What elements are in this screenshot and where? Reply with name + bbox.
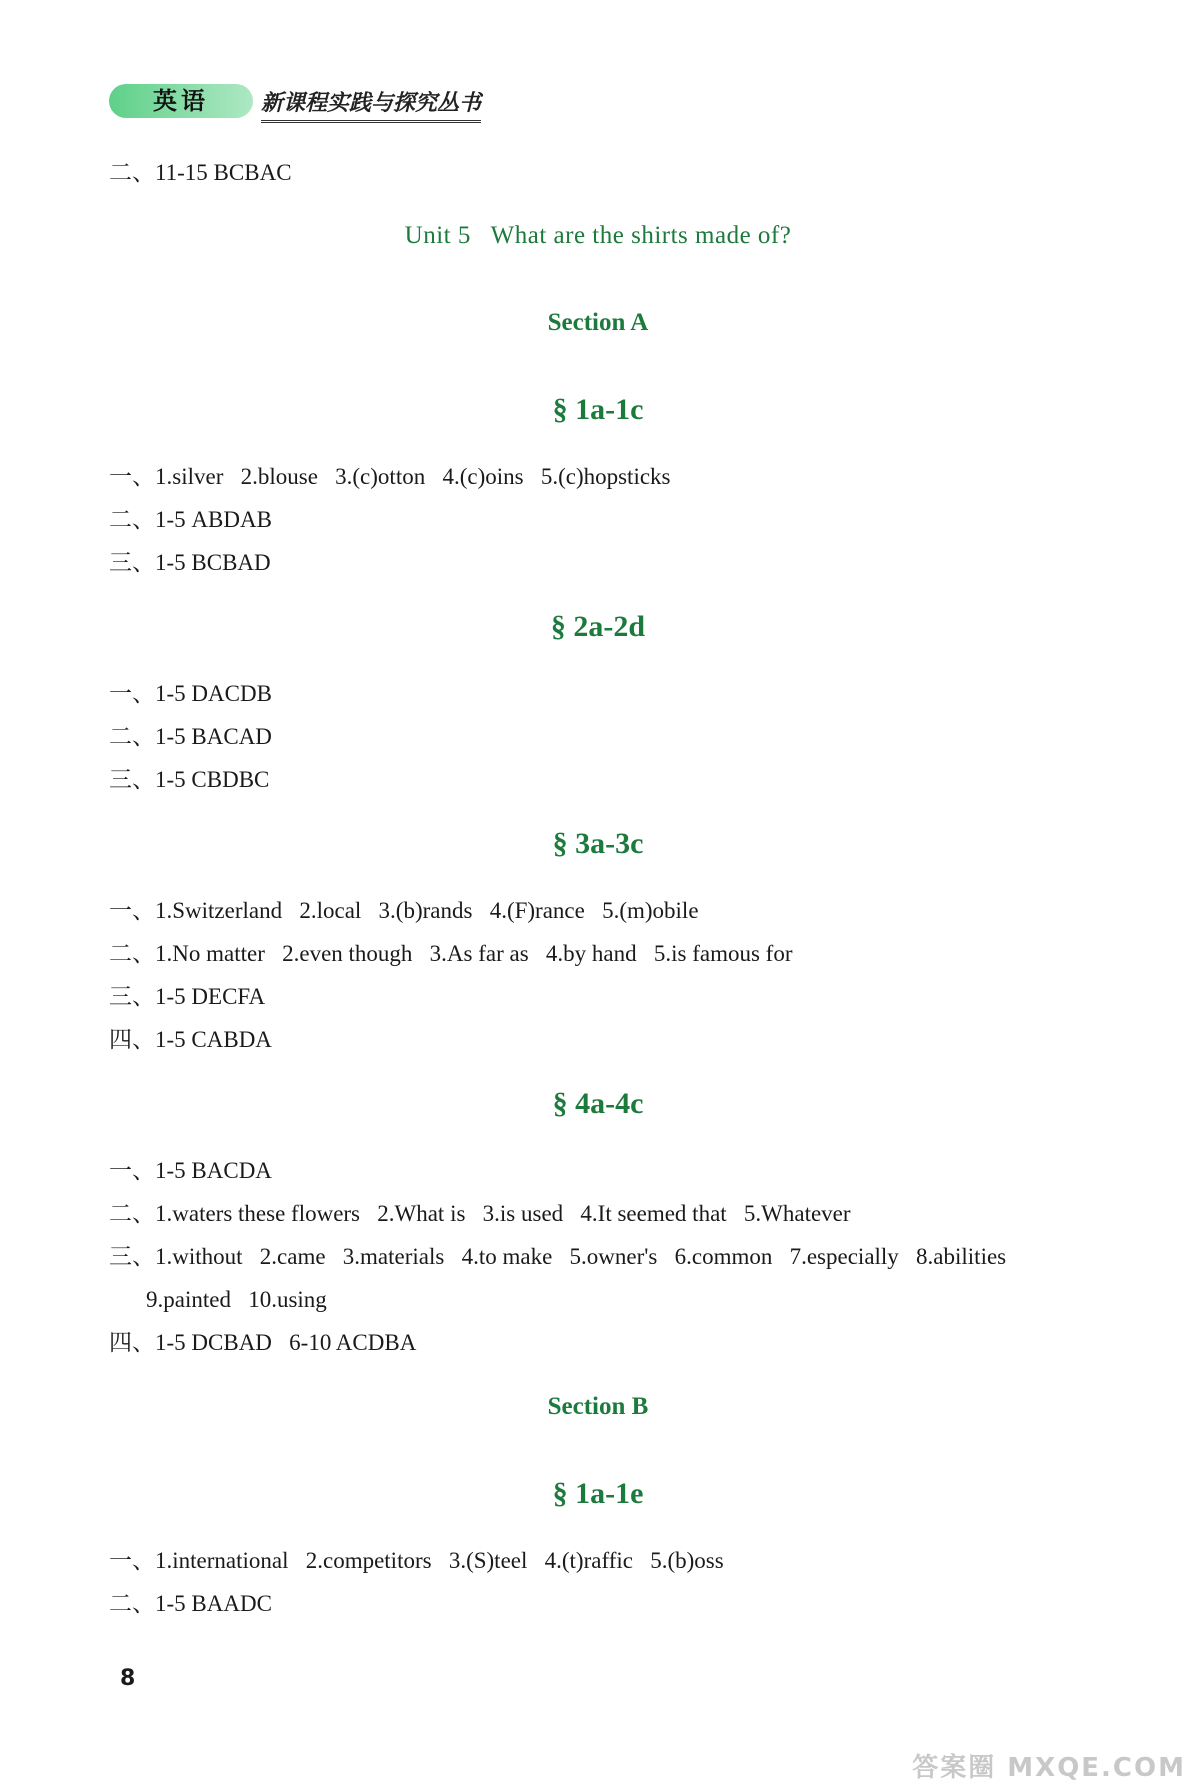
answer-line: 一、1-5 BACDA bbox=[109, 1158, 272, 1183]
section-a-title: Section A bbox=[547, 309, 649, 336]
subject-badge: 英语 bbox=[109, 84, 253, 118]
answer-line: 二、1.waters these flowers 2.What is 3.is used 4.It seemed that 5.Whatever bbox=[109, 1201, 851, 1226]
page-number: 8 bbox=[120, 1666, 136, 1691]
subsection-heading: § 1a-1c bbox=[552, 393, 644, 426]
series-title: 新课程实践与探究丛书 bbox=[261, 86, 481, 123]
answer-line: 9.painted 10.using bbox=[146, 1287, 327, 1312]
answer-line: 三、1-5 DECFA bbox=[109, 984, 266, 1009]
answer-line: 四、1-5 CABDA bbox=[109, 1027, 272, 1052]
answer-line: 三、1-5 BCBAD bbox=[109, 550, 271, 575]
answer-line: 一、1.silver 2.blouse 3.(c)otton 4.(c)oins 5.(c)hopsticks bbox=[109, 464, 671, 489]
answer-line: 二、1-5 ABDAB bbox=[109, 507, 272, 532]
answer-line: 一、1.Switzerland 2.local 3.(b)rands 4.(F)rance 5.(m)obile bbox=[109, 898, 699, 923]
watermark: 答案圈 MXQE.COM bbox=[912, 1753, 1186, 1783]
answer-line: 二、1-5 BAADC bbox=[109, 1591, 272, 1616]
subsection-heading: § 3a-3c bbox=[552, 827, 644, 860]
answer-line: 三、1-5 CBDBC bbox=[109, 767, 270, 792]
answer-line: 一、1-5 DACDB bbox=[109, 681, 272, 706]
answer-line: 二、11-15 BCBAC bbox=[109, 160, 292, 185]
answer-line: 四、1-5 DCBAD 6-10 ACDBA bbox=[109, 1330, 417, 1355]
subsection-heading: § 2a-2d bbox=[550, 610, 646, 643]
section-b-title: Section B bbox=[547, 1393, 649, 1420]
answer-line: 二、1.No matter 2.even though 3.As far as 4.by hand 5.is famous for bbox=[109, 941, 793, 966]
answer-line: 三、1.without 2.came 3.materials 4.to make 5.owner's 6.common 7.especially 8.abilities bbox=[109, 1244, 1007, 1269]
subsection-heading: § 4a-4c bbox=[552, 1087, 644, 1120]
answer-line: 二、1-5 BACAD bbox=[109, 724, 272, 749]
answer-line: 一、1.international 2.competitors 3.(S)teel 4.(t)raffic 5.(b)oss bbox=[109, 1548, 724, 1573]
unit-title: Unit 5 What are the shirts made of? bbox=[404, 222, 792, 249]
subsection-heading: § 1a-1e bbox=[552, 1477, 644, 1510]
